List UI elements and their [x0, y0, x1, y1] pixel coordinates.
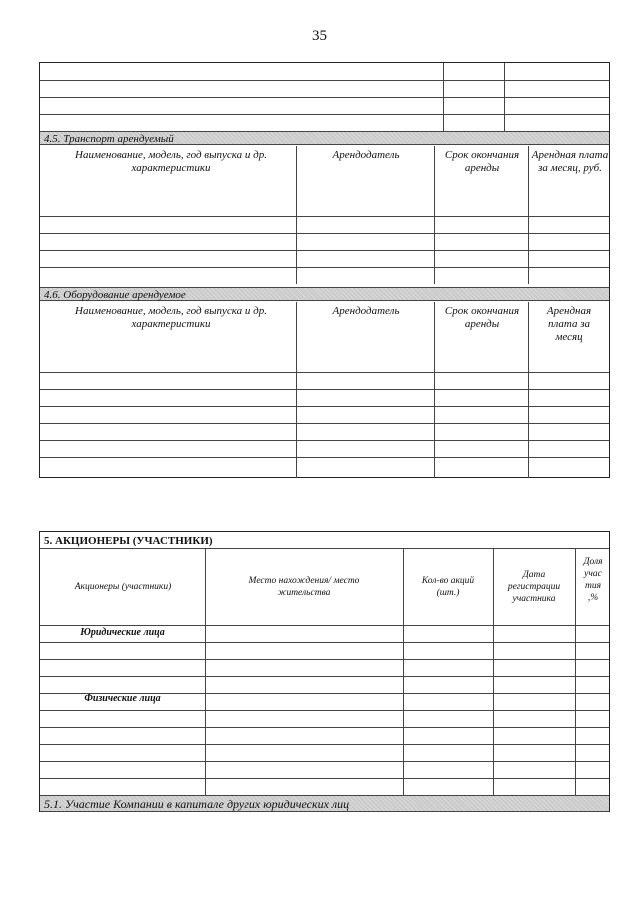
- column-header-shareholders: Акционеры (участники): [74, 582, 172, 592]
- column-divider: [528, 302, 529, 478]
- row-line: [40, 676, 609, 677]
- row-line: [40, 267, 609, 268]
- row-line: [40, 372, 609, 373]
- column-header-lease-end: Срок окончания аренды: [444, 305, 520, 330]
- column-divider: [434, 302, 435, 478]
- column-header-lease-end: Срок окончания аренды: [444, 149, 520, 174]
- row-line: [40, 389, 609, 390]
- column-divider: [403, 548, 404, 795]
- column-header-location: Место нахождения/ место жительства: [248, 576, 360, 598]
- column-divider: [575, 548, 576, 795]
- column-divider: [205, 548, 206, 795]
- page-number: 35: [312, 28, 327, 44]
- column-header-registration-date: Дата регистрации участника: [507, 570, 561, 604]
- row-line: [40, 710, 609, 711]
- column-header-shares-count: Кол-во акций (шт.): [421, 576, 475, 598]
- row-line: [40, 548, 609, 549]
- row-line: [40, 216, 609, 217]
- row-line: [40, 642, 609, 643]
- section-heading-5: 5. АКЦИОНЕРЫ (УЧАСТНИКИ): [44, 535, 213, 547]
- row-line: [40, 693, 609, 694]
- individuals-label: Физические лица: [84, 693, 161, 704]
- column-divider: [434, 146, 435, 284]
- column-header-lessor: Арендодатель: [332, 305, 400, 317]
- row-line: [40, 778, 609, 779]
- row-line: [40, 727, 609, 728]
- row-line: [40, 761, 609, 762]
- column-header-rent: Арендная плата за месяц, руб.: [531, 149, 609, 174]
- column-divider: [296, 302, 297, 478]
- row-line: [40, 250, 609, 251]
- section-heading-4-6: 4.6. Оборудование арендуемое: [40, 287, 609, 301]
- row-line: [40, 80, 609, 81]
- column-divider: [528, 146, 529, 284]
- row-line: [40, 406, 609, 407]
- row-line: [40, 659, 609, 660]
- column-header-name: Наименование, модель, год выпуска и др. характеристики: [75, 305, 267, 330]
- column-header-lessor: Арендодатель: [332, 149, 400, 161]
- shareholders-table: [39, 531, 610, 812]
- rented-assets-table: [39, 62, 610, 478]
- row-line: [40, 233, 609, 234]
- column-divider: [493, 548, 494, 795]
- row-line: [40, 440, 609, 441]
- row-line: [40, 114, 609, 115]
- legal-entities-label: Юридические лица: [80, 627, 165, 638]
- section-heading-4-5: 4.5. Транспорт арендуемый: [40, 131, 609, 145]
- row-line: [40, 97, 609, 98]
- column-header-rent: Арендная плата за месяц: [546, 305, 592, 343]
- column-header-share-percent: Доля участия ,%: [583, 557, 603, 603]
- row-line: [40, 457, 609, 458]
- section-heading-5-1: 5.1. Участие Компании в капитале других юридических лиц: [40, 795, 609, 812]
- row-line: [40, 625, 609, 626]
- column-divider: [296, 146, 297, 284]
- row-line: [40, 423, 609, 424]
- column-header-name: Наименование, модель, год выпуска и др. характеристики: [75, 149, 267, 174]
- row-line: [40, 744, 609, 745]
